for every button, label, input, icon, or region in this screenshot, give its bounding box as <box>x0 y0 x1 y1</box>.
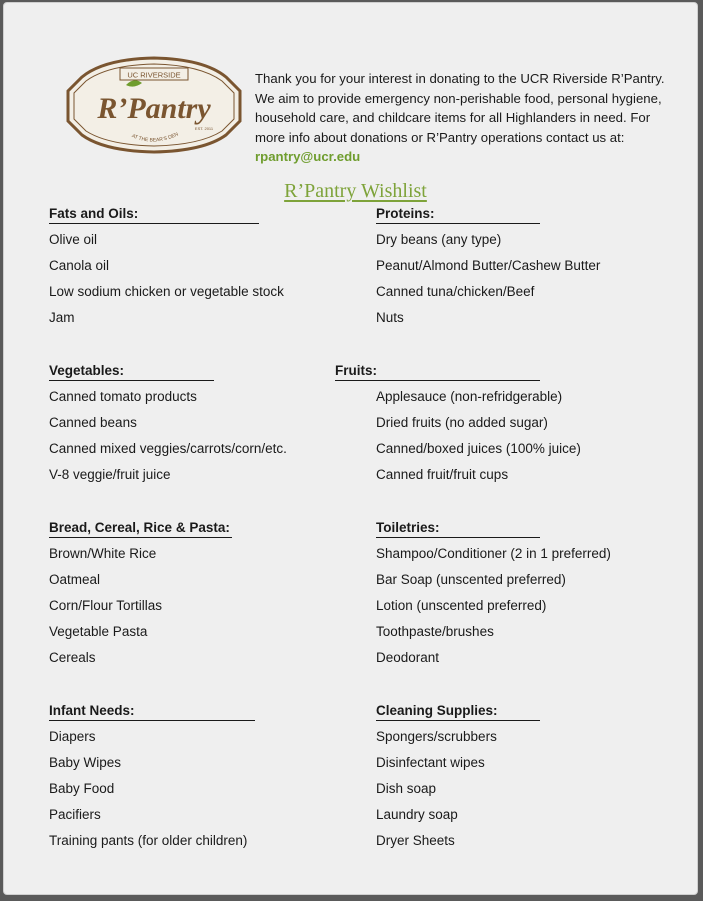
rpantry-logo <box>64 55 244 155</box>
intro-paragraph: Thank you for your interest in donating to the UCR Riverside R’Pantry. We aim to provide emergency non-perishable food, personal hygiene, household care, and childcare items for all Highlanders in need. For more info about donations or R’Pantry operations contact us at: rpantry@ucr.edu <box>255 71 665 165</box>
list-item: Shampoo/Conditioner (2 in 1 preferred) <box>376 546 611 561</box>
svg-text:R’Pantry: R’Pantry <box>97 92 211 125</box>
list-item: Spongers/scrubbers <box>376 729 497 744</box>
list-item: Dish soap <box>376 781 437 796</box>
section-heading: Proteins: <box>376 206 600 232</box>
section-fats-and-oils <box>49 206 284 336</box>
svg-text:EST. 2011: EST. 2011 <box>194 126 214 131</box>
svg-text:AT THE BEAR’S DEN: AT THE BEAR’S DEN <box>130 131 180 144</box>
section-heading: Fruits: <box>335 363 581 389</box>
list-item: Peanut/Almond Butter/Cashew Butter <box>376 258 601 273</box>
list-item: Cereals <box>49 650 96 665</box>
list-item: Bar Soap (unscented preferred) <box>376 572 566 587</box>
list-item: Disinfectant wipes <box>376 755 485 770</box>
list-item: Low sodium chicken or vegetable stock <box>49 284 284 299</box>
list-item: Jam <box>49 310 75 325</box>
section-vegetables <box>49 363 287 493</box>
list-item: Canned mixed veggies/carrots/corn/etc. <box>49 441 287 456</box>
list-item: Corn/Flour Tortillas <box>49 598 163 613</box>
list-item: Dry beans (any type) <box>376 232 502 247</box>
list-item: Lotion (unscented preferred) <box>376 598 547 613</box>
list-item: Canola oil <box>49 258 110 273</box>
section-heading: Infant Needs: <box>49 703 247 729</box>
section-proteins <box>376 206 600 336</box>
rpantry-logo-graphic <box>64 55 244 155</box>
section-infant-needs <box>49 703 247 859</box>
list-item: Canned beans <box>49 415 137 430</box>
list-item: Brown/White Rice <box>49 546 157 561</box>
contact-email[interactable]: rpantry@ucr.edu <box>255 149 361 165</box>
document-page <box>3 2 698 895</box>
section-bread-cereal-rice-pasta <box>49 520 230 676</box>
list-item: Diapers <box>49 729 96 744</box>
list-item: Olive oil <box>49 232 98 247</box>
section-fruits <box>335 363 581 493</box>
list-item: Canned fruit/fruit cups <box>376 467 509 482</box>
list-item: Canned/boxed juices (100% juice) <box>376 441 581 456</box>
section-heading: Vegetables: <box>49 363 287 389</box>
list-item: Baby Food <box>49 781 115 796</box>
list-item: Toothpaste/brushes <box>376 624 494 639</box>
section-heading: Bread, Cereal, Rice & Pasta: <box>49 520 230 546</box>
list-item: V-8 veggie/fruit juice <box>49 467 171 482</box>
list-item: Canned tuna/chicken/Beef <box>376 284 535 299</box>
section-toiletries <box>376 520 611 676</box>
section-heading: Toiletries: <box>376 520 611 546</box>
list-item: Dried fruits (no added sugar) <box>376 415 548 430</box>
list-item: Deodorant <box>376 650 440 665</box>
list-item: Applesauce (non-refridgerable) <box>376 389 563 404</box>
list-item: Canned tomato products <box>49 389 197 404</box>
list-item: Oatmeal <box>49 572 101 587</box>
list-item: Dryer Sheets <box>376 833 455 848</box>
list-item: Laundry soap <box>376 807 458 822</box>
list-item: Training pants (for older children) <box>49 833 248 848</box>
section-cleaning-supplies <box>376 703 498 859</box>
svg-text:UC RIVERSIDE: UC RIVERSIDE <box>127 70 181 80</box>
section-heading: Cleaning Supplies: <box>376 703 498 729</box>
list-item: Pacifiers <box>49 807 101 822</box>
list-item: Baby Wipes <box>49 755 122 770</box>
section-heading: Fats and Oils: <box>49 206 284 232</box>
list-item: Nuts <box>376 310 404 325</box>
wishlist-title: R’Pantry Wishlist <box>284 180 427 202</box>
list-item: Vegetable Pasta <box>49 624 148 639</box>
